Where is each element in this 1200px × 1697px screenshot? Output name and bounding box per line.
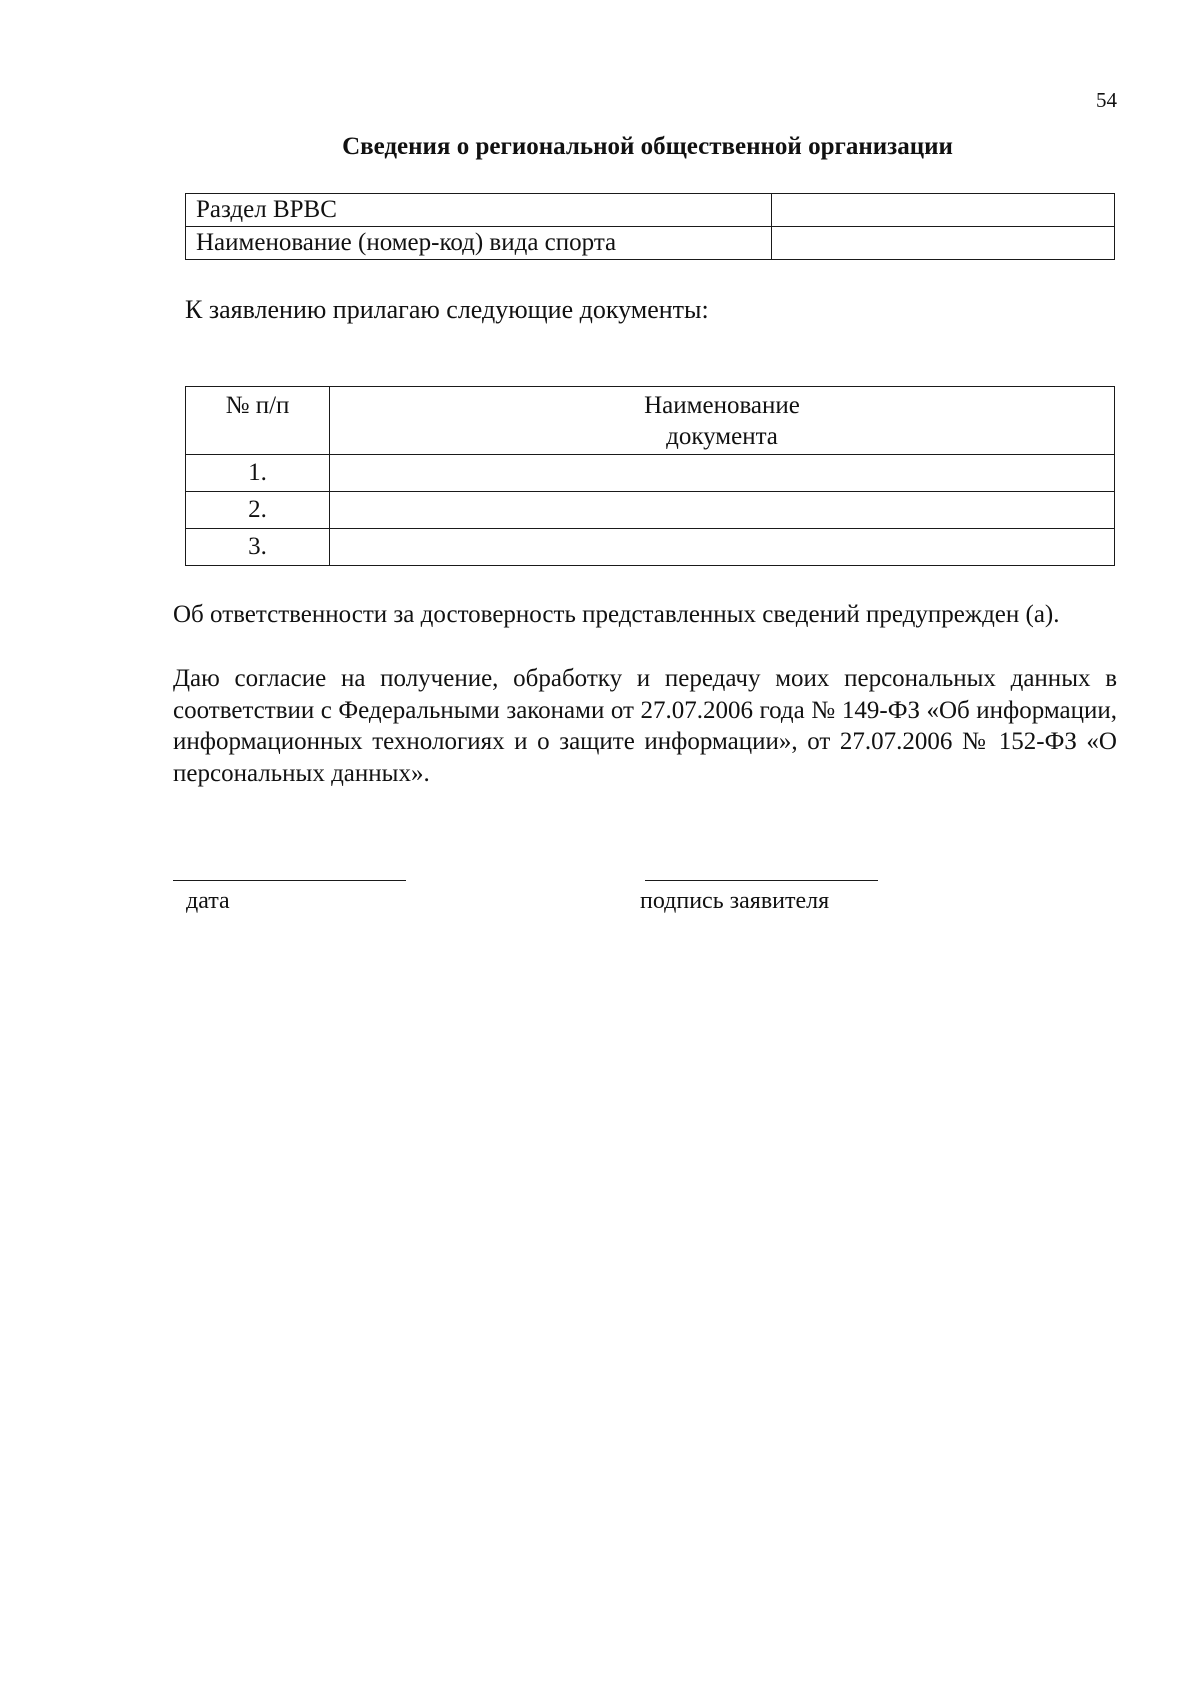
consent-statement: Даю согласие на получение, обработку и передачу моих персональных данных в соответствии с Федеральными законами от 27.07.2006 года № 149-ФЗ «Об информации, информационных технологиях и о защите информации», от 27.07.2006 № 152-ФЗ «О персональных данных». xyxy=(173,665,1117,787)
page-number: 54 xyxy=(1096,88,1117,112)
table-row xyxy=(186,529,1115,566)
column-header-document-name: Наименование документа xyxy=(330,387,1115,455)
date-line[interactable] xyxy=(173,880,406,881)
signature-line[interactable] xyxy=(645,880,878,881)
table-row xyxy=(186,194,1115,227)
document-name-field[interactable] xyxy=(330,529,1115,566)
organization-info-table xyxy=(185,193,1115,260)
row-number: 2. xyxy=(186,492,330,529)
column-header-number: № п/п xyxy=(186,387,330,455)
table-row xyxy=(186,492,1115,529)
date-label: дата xyxy=(186,888,230,914)
documents-table xyxy=(185,386,1115,566)
responsibility-statement: Об ответственности за достоверность представленных сведений предупрежден (а). xyxy=(173,601,1060,628)
section-value-field[interactable] xyxy=(772,194,1115,227)
table-row xyxy=(186,455,1115,492)
row-number: 1. xyxy=(186,455,330,492)
row-number: 3. xyxy=(186,529,330,566)
table-header-row xyxy=(186,387,1115,455)
section-label: Раздел ВРВС xyxy=(186,194,772,227)
attachments-caption: К заявлению прилагаю следующие документы: xyxy=(185,295,709,324)
sport-name-label: Наименование (номер-код) вида спорта xyxy=(186,227,772,260)
document-name-field[interactable] xyxy=(330,492,1115,529)
signature-label: подпись заявителя xyxy=(640,888,830,914)
sport-name-value-field[interactable] xyxy=(772,227,1115,260)
document-name-field[interactable] xyxy=(330,455,1115,492)
table-row xyxy=(186,227,1115,260)
page-title: Сведения о региональной общественной организации xyxy=(342,133,953,160)
